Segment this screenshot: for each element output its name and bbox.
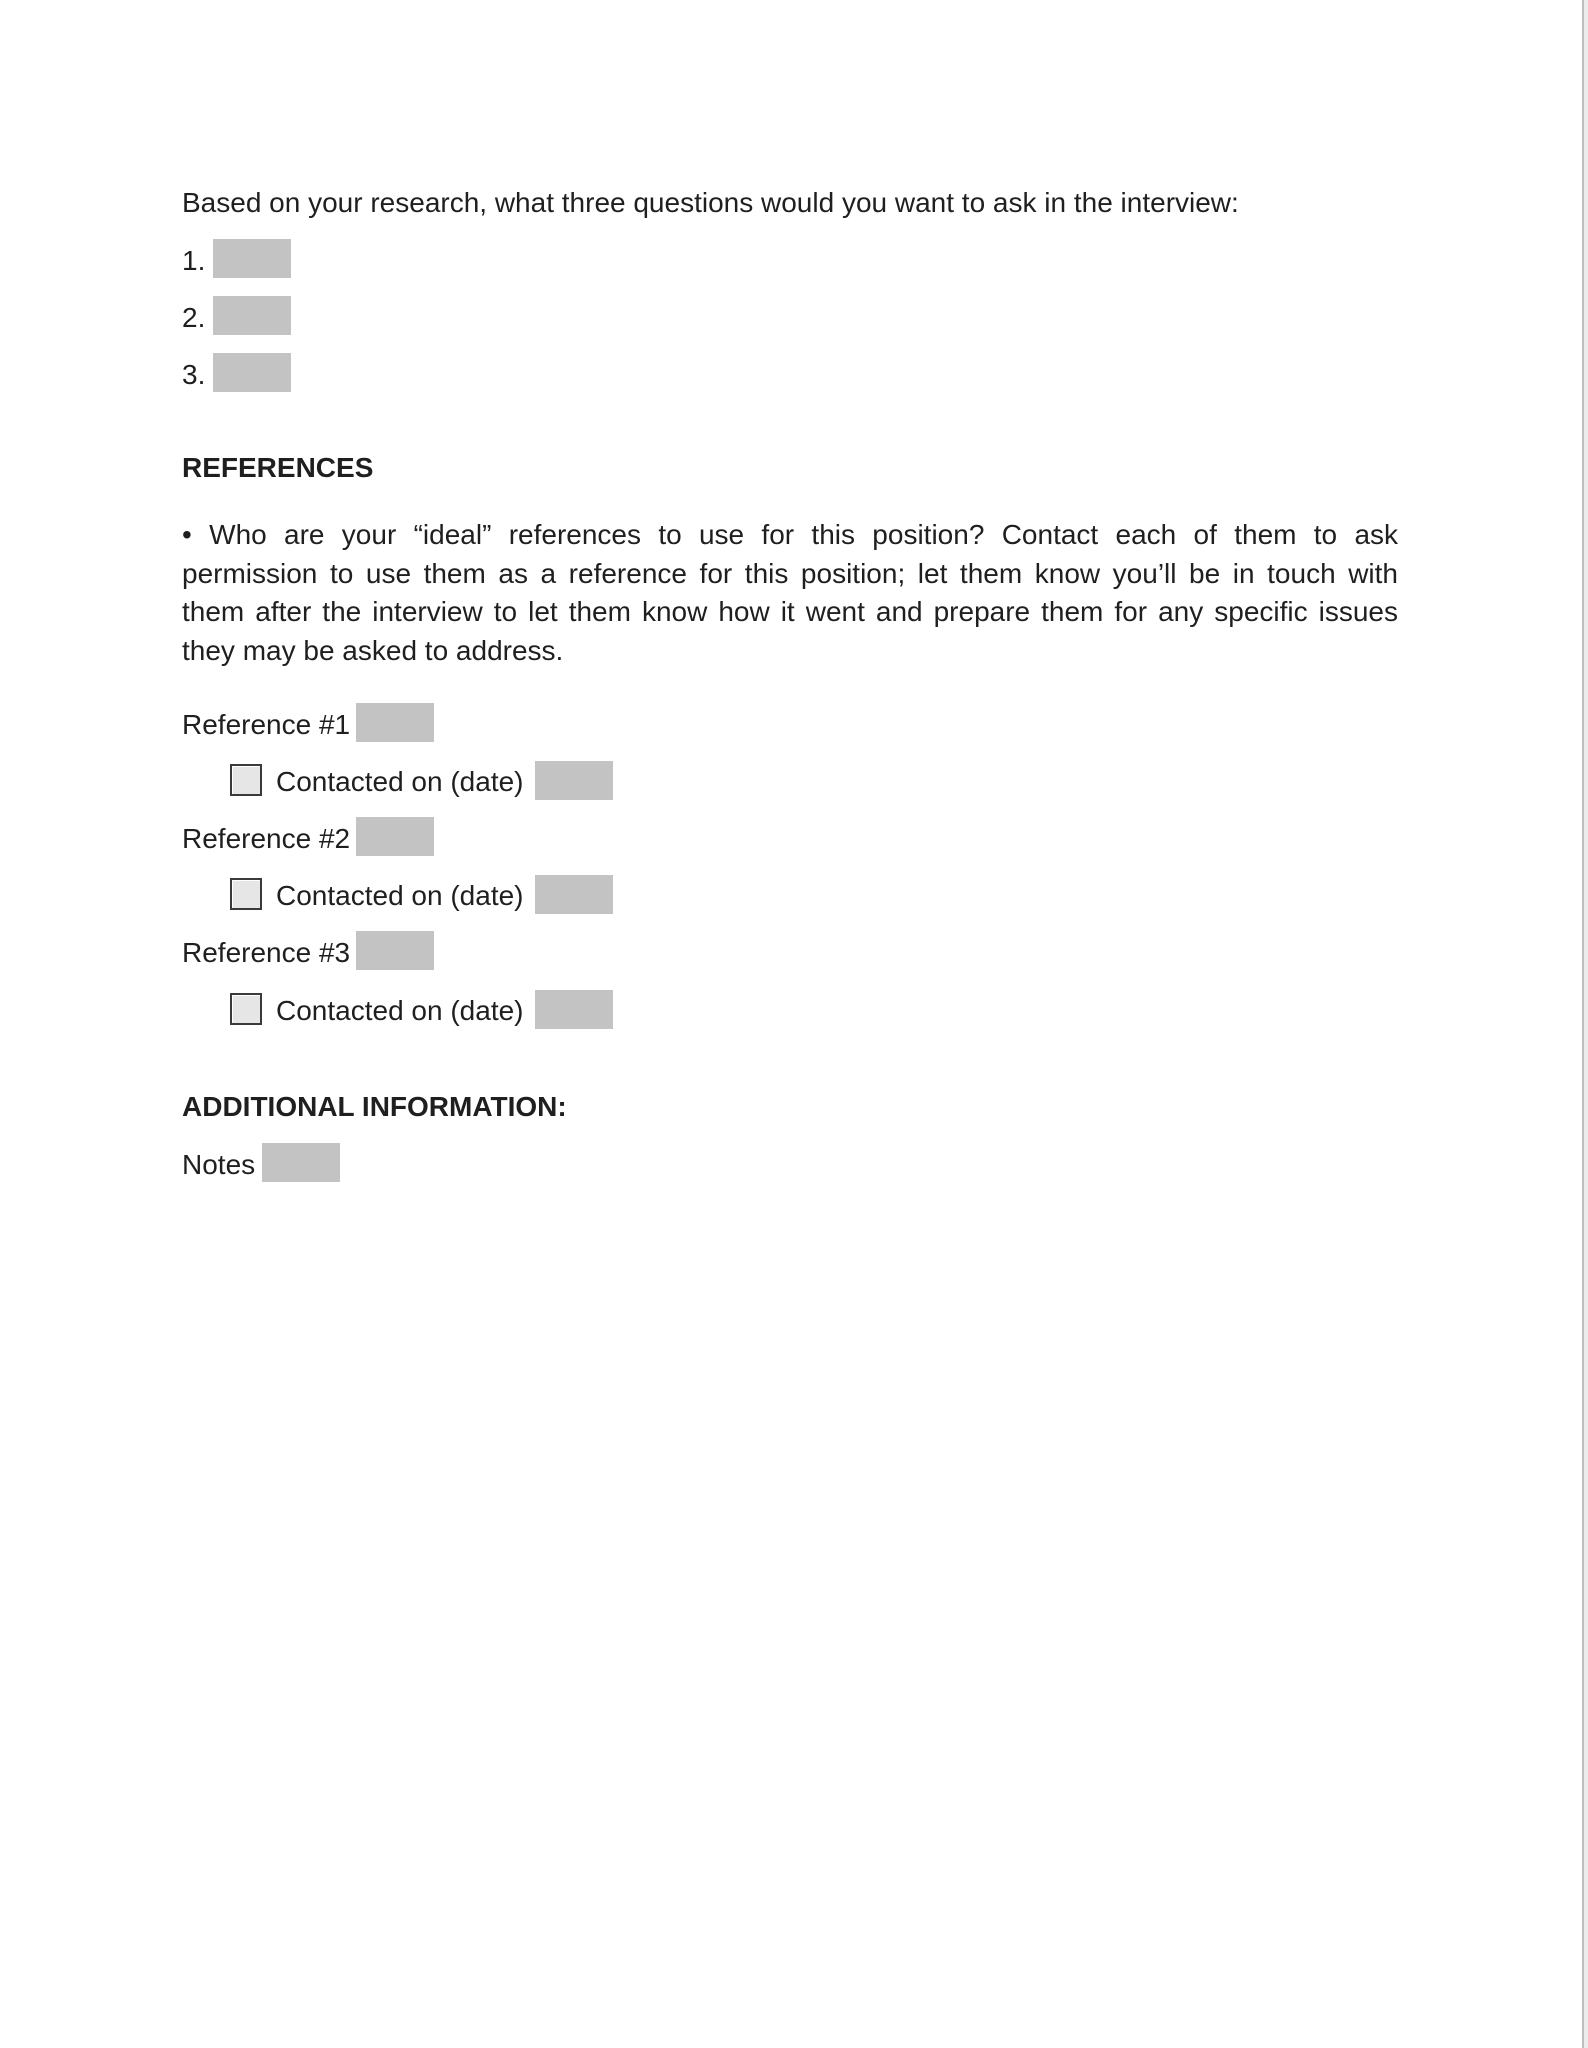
page-edge-shadow bbox=[1584, 0, 1588, 2048]
reference-2-field[interactable] bbox=[356, 817, 434, 856]
question-1-label: 1. bbox=[182, 245, 206, 276]
notes-label: Notes bbox=[182, 1149, 256, 1180]
instruction-line-2: permission to use them as a reference for this position; let them know you’ll be in touch with bbox=[182, 557, 1398, 589]
reference-3-contacted-label: Contacted on (date) bbox=[276, 995, 524, 1026]
questions-prompt: Based on your research, what three questions would you want to ask in the interview: bbox=[182, 187, 1239, 218]
reference-2-contacted-label: Contacted on (date) bbox=[276, 880, 524, 911]
additional-info-heading: ADDITIONAL INFORMATION: bbox=[182, 1091, 567, 1122]
reference-3-contacted-checkbox[interactable] bbox=[230, 993, 262, 1025]
reference-3-label: Reference #3 bbox=[182, 937, 351, 968]
reference-1-label: Reference #1 bbox=[182, 709, 351, 740]
question-3-label: 3. bbox=[182, 359, 206, 390]
reference-1-contacted-label: Contacted on (date) bbox=[276, 766, 524, 797]
reference-1-date-field[interactable] bbox=[535, 761, 613, 800]
question-1-field[interactable] bbox=[213, 239, 291, 278]
reference-2-label: Reference #2 bbox=[182, 823, 351, 854]
reference-3-field[interactable] bbox=[356, 931, 434, 970]
question-3-field[interactable] bbox=[213, 353, 291, 392]
instruction-line-4: they may be asked to address. bbox=[182, 634, 564, 666]
question-2-field[interactable] bbox=[213, 296, 291, 335]
instruction-line-1: • Who are your “ideal” references to use for this position? Contact each of them to ask bbox=[182, 519, 1399, 550]
references-instruction bbox=[182, 516, 1398, 670]
question-2-label: 2. bbox=[182, 302, 206, 333]
reference-1-contacted-checkbox[interactable] bbox=[230, 764, 262, 796]
reference-2-date-field[interactable] bbox=[535, 875, 613, 914]
notes-field[interactable] bbox=[262, 1143, 340, 1182]
reference-3-date-field[interactable] bbox=[535, 990, 613, 1029]
reference-1-field[interactable] bbox=[356, 703, 434, 742]
references-heading: REFERENCES bbox=[182, 452, 374, 483]
bullet-glyph: • bbox=[182, 519, 192, 550]
instruction-line-3: them after the interview to let them know how it went and prepare them for any specific issues bbox=[182, 596, 1398, 627]
reference-2-contacted-checkbox[interactable] bbox=[230, 878, 262, 910]
